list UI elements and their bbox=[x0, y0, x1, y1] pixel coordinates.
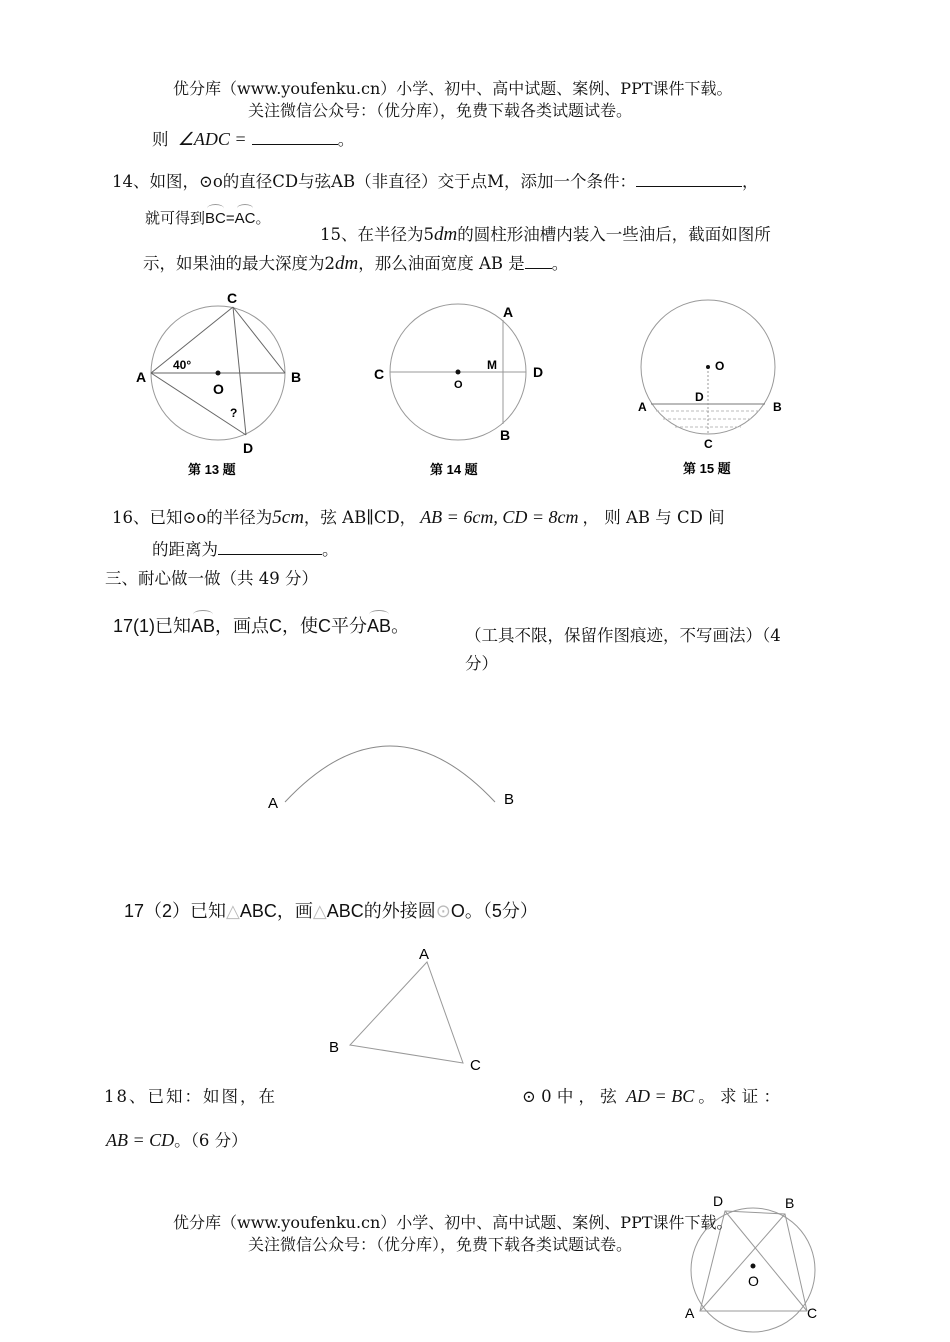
q17-2-figure bbox=[320, 940, 500, 1080]
q15-part1: 15、在半径为5 bbox=[320, 225, 434, 244]
q14-arc-bc: BC bbox=[205, 210, 226, 227]
q18-part3: 。 求 证 ： bbox=[698, 1087, 780, 1106]
q15-part2: 的圆柱形油槽内装入一些油后，截面如图所 bbox=[457, 225, 771, 244]
footer-line-2: 关注微信公众号：（优分库），免费下载各类试题试卷。 bbox=[248, 1235, 633, 1254]
q17-2-part1: 17（2）已知 bbox=[124, 901, 227, 921]
q15-line1 bbox=[320, 221, 771, 246]
q13-suffix: 。 bbox=[337, 130, 355, 149]
q18-chord-dc bbox=[725, 1211, 807, 1311]
q17-2-triangle-symbol-1: △ bbox=[226, 901, 240, 921]
q17-1-figure bbox=[250, 720, 540, 820]
q17-2-part2: ABC，画 bbox=[239, 901, 313, 921]
q17-2-circle-symbol: ⊙ bbox=[435, 901, 451, 921]
fig13-label-angle: 40° bbox=[173, 358, 192, 372]
q18-part2: ⊙ 0 中 ， 弦 bbox=[522, 1087, 617, 1106]
q16-blank[interactable] bbox=[218, 538, 322, 555]
q18-label-d: D bbox=[713, 1193, 724, 1209]
q16-line2 bbox=[152, 536, 339, 560]
fig15-label-o: O bbox=[715, 359, 725, 373]
q17-1-label-b: B bbox=[504, 791, 515, 808]
q18-label-b: B bbox=[785, 1195, 795, 1211]
fig13-label-a: A bbox=[136, 369, 147, 385]
q18-expr1: AD = BC bbox=[626, 1086, 695, 1106]
q16-r: 5cm bbox=[272, 507, 304, 528]
q18-figure bbox=[680, 1185, 830, 1342]
q14-question bbox=[112, 168, 759, 192]
fig13-chord-ac bbox=[151, 307, 233, 373]
fig15-label-d: D bbox=[695, 390, 704, 404]
fig15-caption: 第 15 题 bbox=[683, 461, 731, 476]
figure-14 bbox=[374, 304, 543, 477]
q15-line2 bbox=[143, 250, 568, 275]
q16-part3: ， 则 AB 与 CD 间 bbox=[582, 508, 725, 527]
q17-1-part2: ，画点C，使C平分 bbox=[215, 616, 368, 636]
q14-line2 bbox=[145, 207, 270, 228]
q17-2-part4: O。（5分） bbox=[450, 901, 538, 921]
q14-eq: = bbox=[225, 210, 235, 227]
fig14-caption: 第 14 题 bbox=[430, 462, 478, 477]
fig13-chord-ad bbox=[151, 373, 246, 435]
fig15-center-dot bbox=[706, 365, 710, 369]
q16-line1 bbox=[112, 504, 725, 529]
fig13-label-b: B bbox=[291, 369, 302, 385]
q13-blank[interactable] bbox=[252, 128, 338, 145]
fig13-label-c: C bbox=[227, 290, 238, 306]
q14-text: 14、如图，⊙o的直径CD与弦AB（非直径）交于点M，添加一个条件： bbox=[112, 172, 637, 191]
q17-2-part3: ABC的外接圆 bbox=[326, 901, 436, 921]
q17-2-triangle-abc bbox=[350, 962, 463, 1063]
q17-1-label-a: A bbox=[268, 795, 279, 812]
q15-part3: 示，如果油的最大深度为2 bbox=[143, 254, 335, 273]
fig14-label-a: A bbox=[503, 304, 514, 320]
q17-2-triangle-symbol-2: △ bbox=[312, 901, 327, 921]
q17-1-end: 。 bbox=[391, 616, 410, 636]
q17-1-arc-2: AB bbox=[367, 616, 392, 636]
q15-unit1: dm bbox=[434, 224, 458, 245]
q17-2-label-c: C bbox=[470, 1057, 481, 1074]
q16-part1: 16、已知⊙o的半径为 bbox=[112, 508, 273, 527]
q18-line1-right bbox=[522, 1083, 780, 1107]
fig14-center-dot bbox=[456, 370, 461, 375]
q13-answer-line bbox=[152, 126, 354, 150]
fig13-label-o: O bbox=[213, 381, 224, 397]
fig14-label-c: C bbox=[374, 366, 385, 382]
q18-line2 bbox=[106, 1127, 248, 1151]
q17-2-text bbox=[124, 897, 538, 923]
q14-arc-ac: AC bbox=[234, 210, 256, 227]
q17-2-label-b: B bbox=[329, 1039, 340, 1056]
fig15-label-a: A bbox=[638, 400, 647, 414]
header-line-1: 优分库（www.youfenku.cn）小学、初中、高中试题、案例、PPT课件下载。 bbox=[173, 79, 733, 98]
q15-unit2: dm bbox=[335, 253, 359, 274]
q15-part4: ，那么油面宽度 AB 是 bbox=[358, 254, 525, 273]
fig15-label-b: B bbox=[773, 400, 782, 414]
fig14-label-b: B bbox=[500, 427, 511, 443]
q18-expr2: AB = CD bbox=[106, 1130, 175, 1150]
fig13-label-d: D bbox=[243, 440, 254, 456]
q18-center-dot bbox=[751, 1264, 756, 1269]
fig13-caption: 第 13 题 bbox=[188, 462, 236, 477]
fig14-label-m: M bbox=[487, 358, 497, 372]
q16-part2: ，弦 AB∥CD， bbox=[303, 508, 417, 527]
q17-1-arc-ab bbox=[285, 746, 495, 802]
q14-line2-end: 。 bbox=[255, 210, 271, 227]
q17-1-arc-1: AB bbox=[191, 616, 216, 636]
q16-expr: AB = 6cm, CD = 8cm bbox=[420, 507, 579, 527]
q14-tail: ， bbox=[742, 172, 759, 191]
q17-1-text bbox=[113, 612, 409, 638]
fig14-label-d: D bbox=[533, 364, 544, 380]
q16-end: 。 bbox=[322, 540, 339, 559]
q18-label-a: A bbox=[685, 1305, 695, 1321]
fig15-label-c: C bbox=[704, 437, 713, 451]
figures-row bbox=[0, 280, 950, 485]
q18-label-o: O bbox=[748, 1273, 759, 1289]
q14-blank[interactable] bbox=[636, 170, 742, 187]
header-line-2: 关注微信公众号：（优分库），免费下载各类试题试卷。 bbox=[248, 101, 633, 120]
q18-part1: 18、已知：如图，在 bbox=[104, 1087, 277, 1106]
q17-2-label-a: A bbox=[419, 946, 430, 963]
fig13-chord-cb bbox=[233, 307, 285, 373]
q14-line2-pre: 就可得到 bbox=[145, 210, 206, 227]
q17-1-note-2: 分） bbox=[465, 654, 498, 673]
q17-1-part1: 17(1)已知 bbox=[113, 616, 192, 636]
footer-line-1: 优分库（www.youfenku.cn）小学、初中、高中试题、案例、PPT课件下载。 bbox=[173, 1213, 733, 1232]
figure-13 bbox=[136, 290, 301, 477]
q16-line2-text: 的距离为 bbox=[152, 540, 218, 559]
figure-15 bbox=[638, 300, 782, 476]
section-3-title: 三、耐心做一做（共 49 分） bbox=[105, 569, 318, 588]
fig13-label-unknown: ? bbox=[230, 406, 238, 420]
q13-expr: ∠ADC = bbox=[177, 129, 247, 149]
fig14-label-o: O bbox=[454, 379, 463, 391]
fig13-center-dot bbox=[216, 371, 221, 376]
q17-1-note: （工具不限，保留作图痕迹，不写画法）（4 bbox=[465, 626, 781, 645]
q18-label-c: C bbox=[807, 1305, 818, 1321]
q13-prefix: 则 bbox=[152, 130, 169, 149]
q18-end: 。（6 分） bbox=[174, 1131, 248, 1150]
q15-blank[interactable] bbox=[525, 252, 552, 269]
q15-end: 。 bbox=[551, 254, 569, 273]
